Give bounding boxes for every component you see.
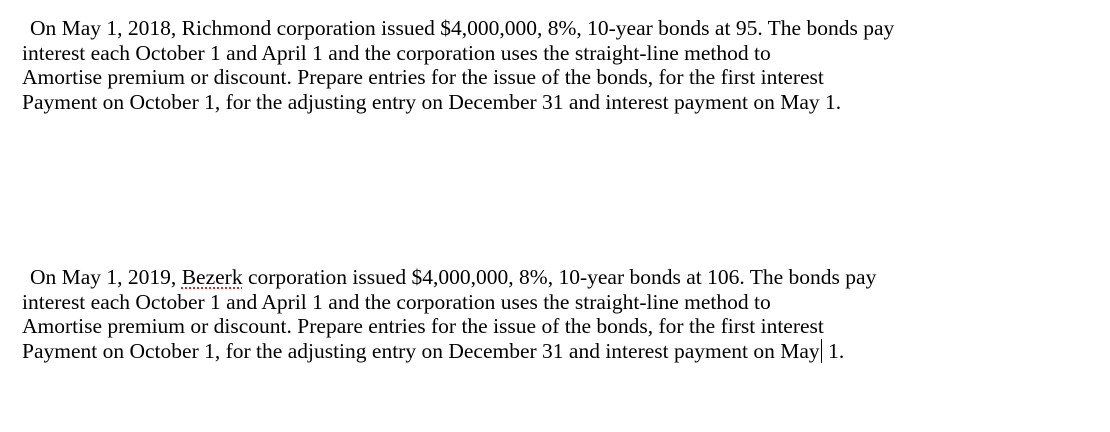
paragraph-1-line-1: On May 1, 2018, Richmond corporation issued $4,000,000, 8%, 10-year bonds at 95. The bonds pay xyxy=(30,16,895,40)
paragraph-2-line-1 xyxy=(22,265,1102,290)
paragraph-2-line-4-before-caret: Payment on October 1, for the adjusting entry on December 31 and interest payment on May xyxy=(22,338,820,363)
text-cursor-caret xyxy=(821,339,822,363)
paragraph-2-line-1-suffix: corporation issued $4,000,000, 8%, 10-year bonds at 106. The bonds pay xyxy=(242,265,877,289)
paragraph-2-line-1-prefix: On May 1, 2019, xyxy=(30,265,182,289)
paragraph-1-line-3: Amortise premium or discount. Prepare entries for the issue of the bonds, for the first interest xyxy=(22,65,824,89)
question-paragraph-2[interactable] xyxy=(22,265,1102,363)
paragraph-2-line-4 xyxy=(22,339,1102,364)
spellcheck-flagged-word[interactable]: Bezerk xyxy=(181,265,243,289)
paragraph-2-line-3: Amortise premium or discount. Prepare entries for the issue of the bonds, for the first interest xyxy=(22,314,824,338)
question-paragraph-1[interactable] xyxy=(22,16,1102,114)
paragraph-2-line-4-after-caret: 1. xyxy=(822,338,845,363)
paragraph-2-line-2: interest each October 1 and April 1 and the corporation uses the straight-line method to xyxy=(22,289,771,314)
paragraph-1-line-2: interest each October 1 and April 1 and the corporation uses the straight-line method to xyxy=(22,40,771,65)
paragraph-1-line-4: Payment on October 1, for the adjusting entry on December 31 and interest payment on May 1. xyxy=(22,89,842,114)
